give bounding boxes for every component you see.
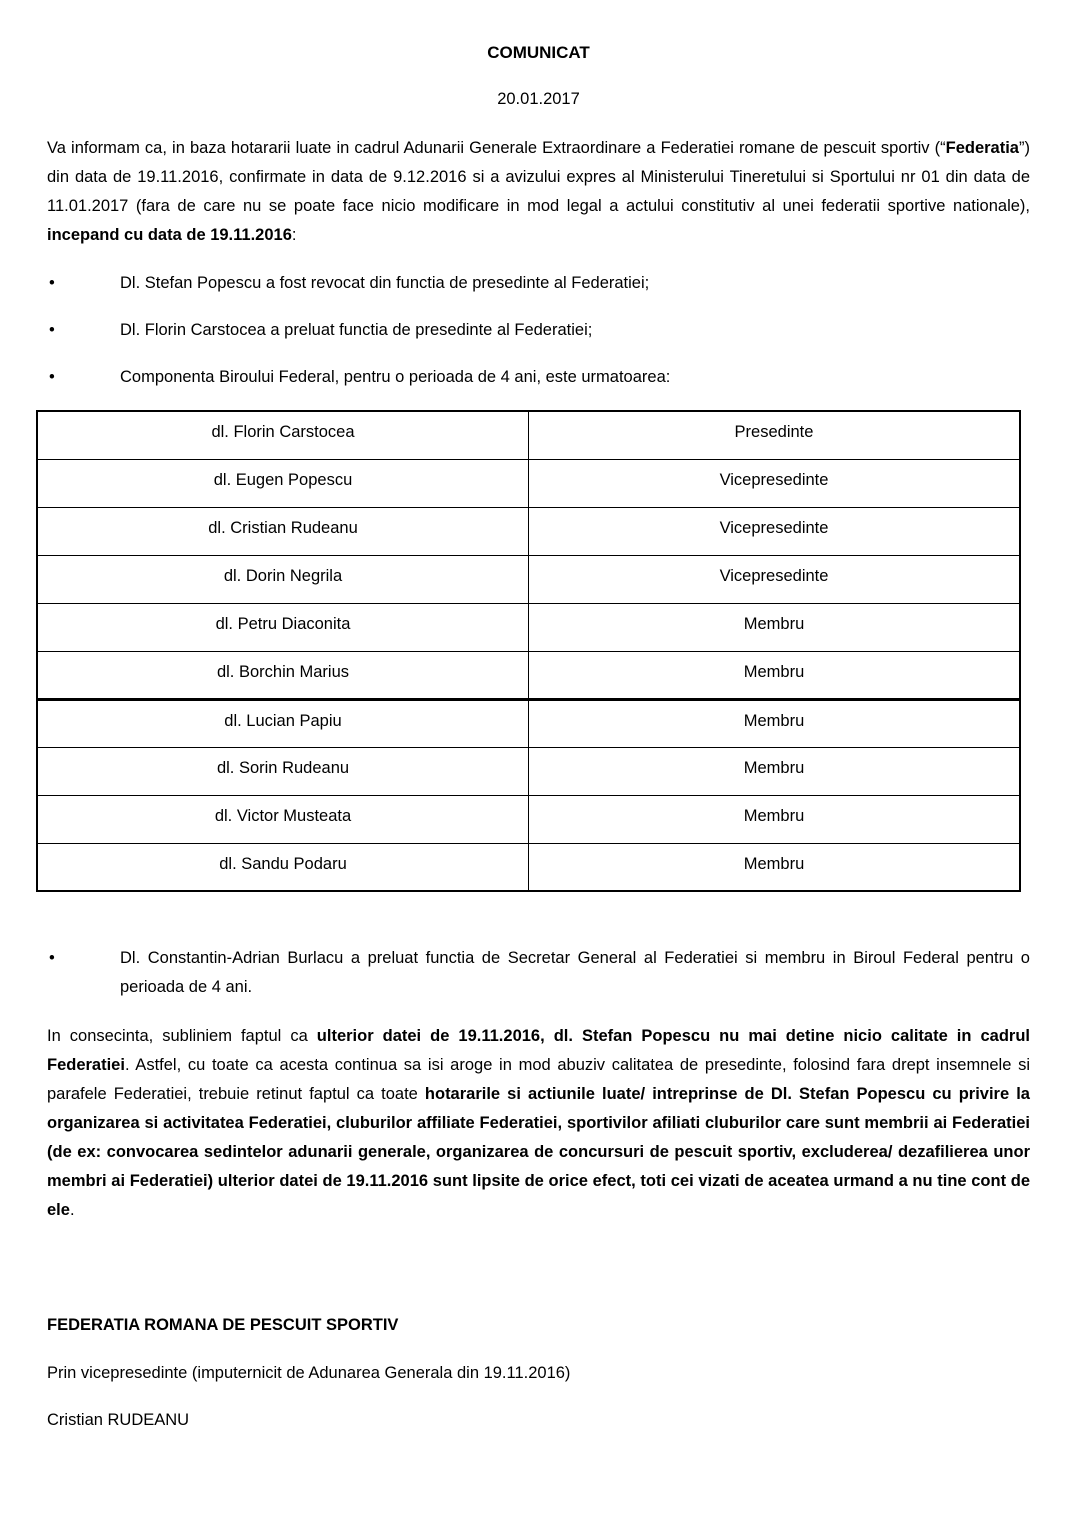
board-member-row (37, 651, 1020, 699)
bullet-item-new-president (47, 316, 1030, 345)
board-member-row (37, 699, 1020, 747)
federal-board-table (36, 410, 1021, 892)
member-role-cell: Vicepresedinte (529, 555, 1021, 603)
member-name-cell: dl. Victor Musteata (37, 795, 529, 843)
board-member-row (37, 507, 1020, 555)
board-member-row (37, 795, 1020, 843)
member-role-cell: Vicepresedinte (529, 507, 1021, 555)
board-member-row (37, 411, 1020, 459)
bullet-text: Dl. Florin Carstocea a preluat functia de presedinte al Federatiei; (120, 321, 593, 339)
intro-paragraph: Va informam ca, in baza hotararii luate in cadrul Adunarii Generale Extraordinare a Federatiei romane de pescuit sportiv (“Federatia”) din data de 19.11.2016, confirmate in data de 9.12.2016 si a avizului expres al Ministerului Tineretului si Sportului nr 01 din data de 11.01.2017 (fara de care nu se poate face nicio modificare in mod legal a actului constitutiv al unei federatii sportive nationale), incepand cu data de 19.11.2016: (47, 139, 1030, 244)
signatory-name: Cristian RUDEANU (47, 1411, 190, 1429)
board-member-row (37, 747, 1020, 795)
board-member-row (37, 603, 1020, 651)
bullet-item-secretary-general (47, 944, 1030, 1002)
member-name-cell: dl. Petru Diaconita (37, 603, 529, 651)
member-name-cell: dl. Dorin Negrila (37, 555, 529, 603)
member-name-cell: dl. Sorin Rudeanu (37, 747, 529, 795)
member-name-cell: dl. Borchin Marius (37, 651, 529, 699)
member-role-cell: Membru (529, 747, 1021, 795)
member-name-cell: dl. Sandu Podaru (37, 843, 529, 891)
member-name-cell: dl. Cristian Rudeanu (37, 507, 529, 555)
member-role-cell: Presedinte (529, 411, 1021, 459)
bullet-list (47, 269, 1030, 392)
bullet-icon: • (49, 321, 55, 339)
member-role-cell: Membru (529, 843, 1021, 891)
bullet-item-revocation (47, 269, 1030, 298)
federation-name: FEDERATIA ROMANA DE PESCUIT SPORTIV (47, 1316, 399, 1334)
member-role-cell: Membru (529, 651, 1021, 699)
bullet-text: Dl. Stefan Popescu a fost revocat din functia de presedinte al Federatiei; (120, 274, 650, 292)
federal-board-table-body (37, 411, 1020, 891)
bullet-icon: • (49, 949, 55, 967)
signature-capacity-line: Prin vicepresedinte (imputernicit de Adunarea Generala din 19.11.2016) (47, 1364, 571, 1382)
member-role-cell: Vicepresedinte (529, 459, 1021, 507)
board-member-row (37, 843, 1020, 891)
document-date: 20.01.2017 (497, 90, 580, 108)
member-role-cell: Membru (529, 699, 1021, 747)
bullet-text: Componenta Biroului Federal, pentru o perioada de 4 ani, este urmatoarea: (120, 368, 671, 386)
secretary-bullet-list (47, 944, 1030, 1002)
member-role-cell: Membru (529, 795, 1021, 843)
bullet-item-board-composition (47, 363, 1030, 392)
member-role-cell: Membru (529, 603, 1021, 651)
board-member-row (37, 459, 1020, 507)
board-member-row (37, 555, 1020, 603)
bullet-icon: • (49, 368, 55, 386)
closing-paragraph: In consecinta, subliniem faptul ca ulterior datei de 19.11.2016, dl. Stefan Popescu nu mai detine nicio calitate in cadrul Federatiei. Astfel, cu toate ca acesta continua sa isi aroge in mod abuziv calitatea de presedinte, folosind fara drept insemnele si parafele Federatiei, trebuie retinut faptul ca toate hotararile si actiunile luate/ intreprinse de Dl. Stefan Popescu cu privire la organizarea si activitatea Federatiei, cluburilor affiliate Federatiei, sportivilor afiliati cluburilor care sunt membrii ai Federatiei (de ex: convocarea sedintelor adunarii generale, organizarea de concursuri de pescuit sportiv, excluderea/ dezafilierea unor membri ai Federatiei) ulterior datei de 19.11.2016 sunt lipsite de orice efect, toti cei vizati de aceatea urmand a nu tine cont de ele. (47, 1027, 1030, 1219)
member-name-cell: dl. Florin Carstocea (37, 411, 529, 459)
member-name-cell: dl. Eugen Popescu (37, 459, 529, 507)
document-title: COMUNICAT (487, 43, 590, 62)
member-name-cell: dl. Lucian Papiu (37, 699, 529, 747)
bullet-icon: • (49, 274, 55, 292)
bullet-text: Dl. Constantin-Adrian Burlacu a preluat functia de Secretar General al Federatiei si membru in Biroul Federal pentru o perioada de 4 ani. (120, 949, 1030, 996)
